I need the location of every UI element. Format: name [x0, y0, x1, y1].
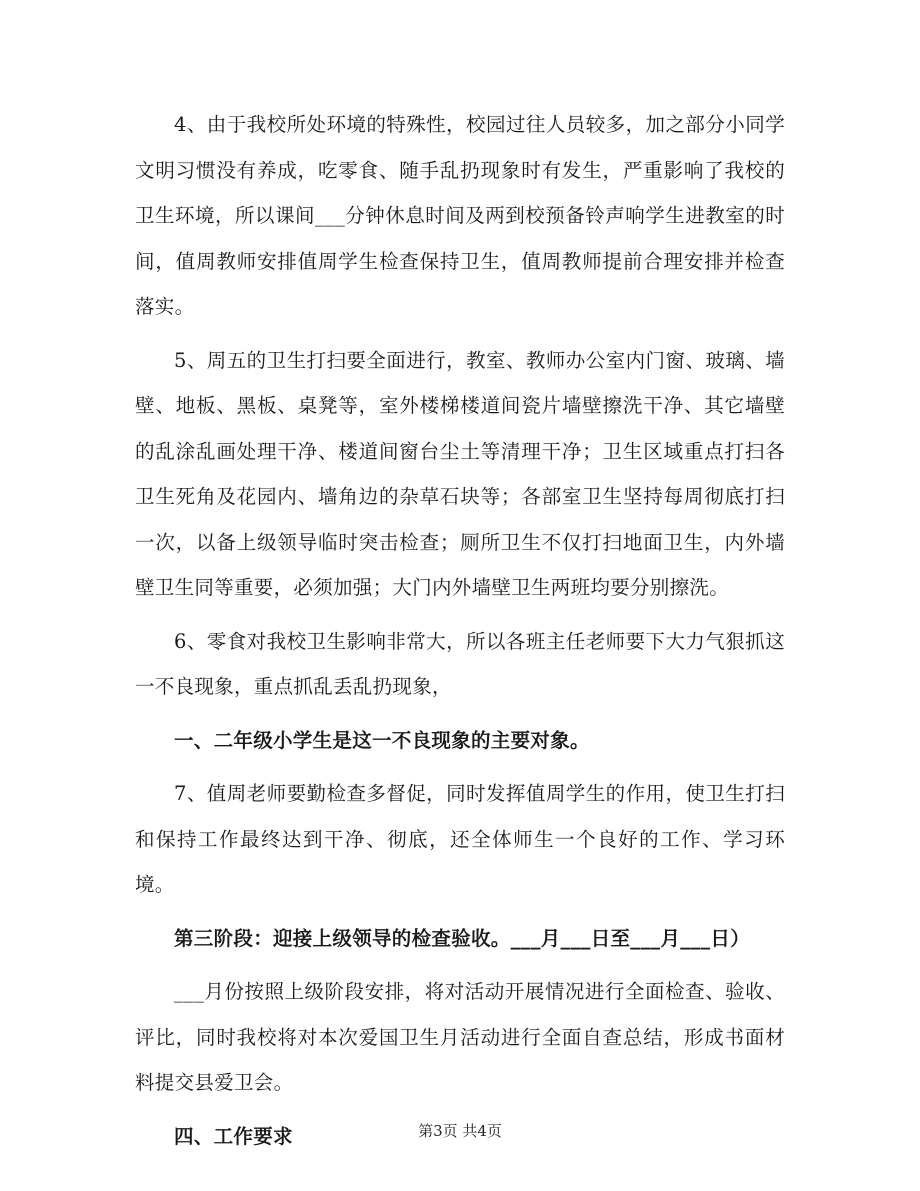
paragraph-item-4: 4、由于我校所处环境的特殊性，校园过往人员较多，加之部分小同学文明习惯没有养成，吃零食、随手乱扔现象时有发生，严重影响了我校的卫生环境，所以课间___分钟休息时间及两到校预备铃声响学生进教室的时间，值周教师安排值周学生检查保持卫生，值周教师提前合理安排并检查落实。 — [135, 113, 785, 318]
page-number-footer: 第3页 共4页 — [418, 1122, 502, 1140]
paragraph-grade-note: 一、二年级小学生是这一不良现象的主要对象。 — [174, 728, 590, 752]
paragraph-monthly-review: ___月份按照上级阶段安排，将对活动开展情况进行全面检查、验收、评比，同时我校将对本次爱国卫生月活动进行全面自查总结，形成书面材料提交县爱卫会。 — [135, 980, 785, 1094]
paragraph-item-7: 7、值周老师要勤检查多督促，同时发挥值周学生的作用，使卫生打扫和保持工作最终达到干净、彻底，还全体师生一个良好的工作、学习环境。 — [135, 782, 785, 896]
section-heading-requirements: 四、工作要求 — [174, 1124, 293, 1148]
paragraph-item-6: 6、零食对我校卫生影响非常大，所以各班主任老师要下大力气狠抓这一不良现象，重点抓乱丢乱扔现象， — [135, 629, 785, 698]
stage-three-heading: 第三阶段：迎接上级领导的检查验收。___月___日至___月___日） — [174, 926, 750, 950]
document-body — [135, 102, 785, 1167]
paragraph-item-5: 5、周五的卫生打扫要全面进行，教室、教师办公室内门窗、玻璃、墙壁、地板、黑板、桌凳等，室外楼梯楼道间瓷片墙壁擦洗干净、其它墙壁的乱涂乱画处理干净、楼道间窗台尘土等清理干净；卫生区域重点打扫各卫生死角及花园内、墙角边的杂草石块等；各部室卫生坚持每周彻底打扫一次，以备上级领导临时突击检查；厕所卫生不仅打扫地面卫生，内外墙壁卫生同等重要，必须加强；大门内外墙壁卫生两班均要分别擦洗。 — [135, 348, 785, 599]
